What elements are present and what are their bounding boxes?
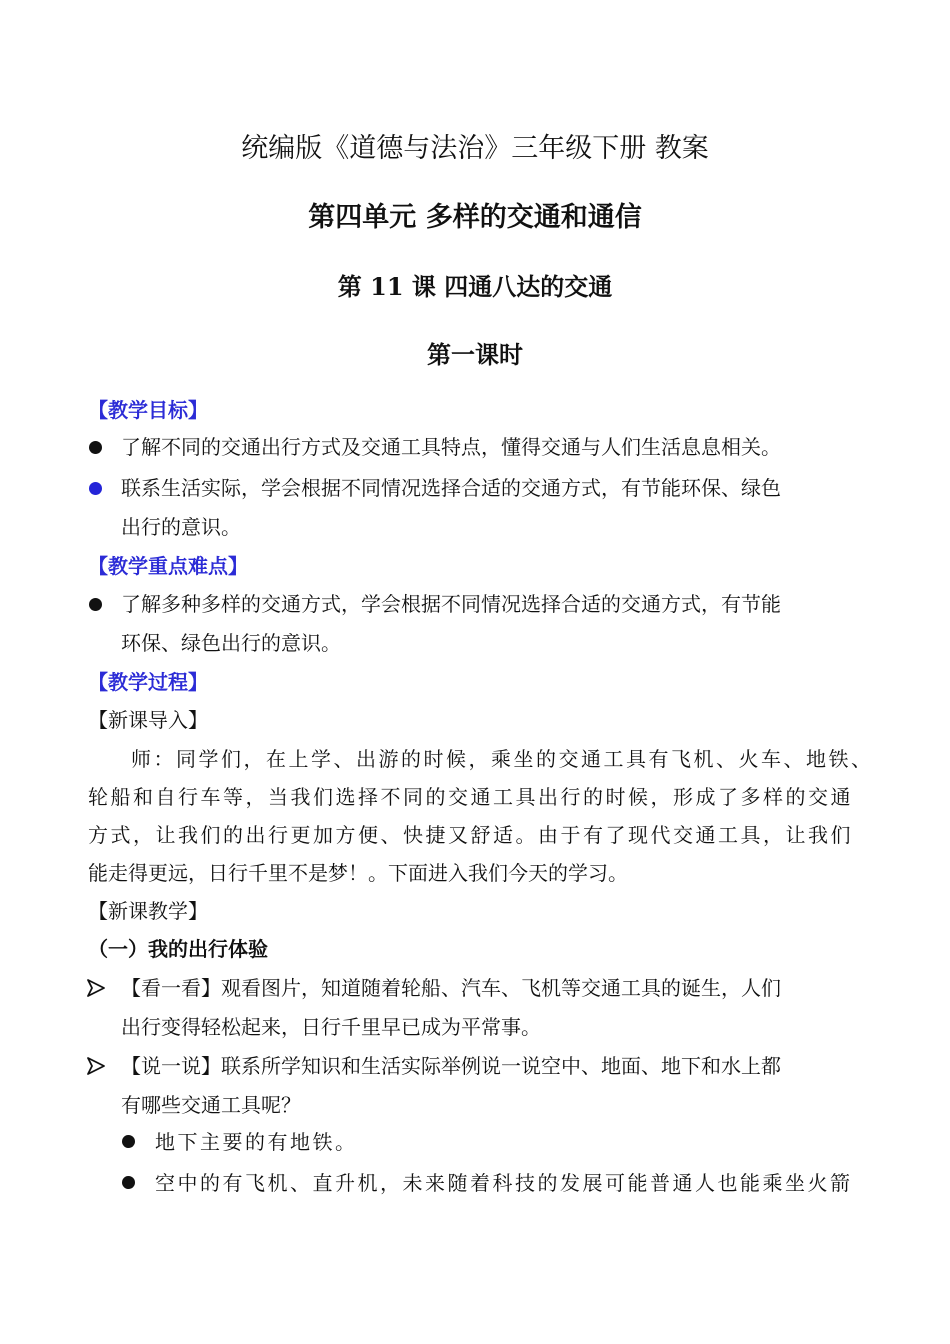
process-heading: 【教学过程】	[88, 670, 208, 694]
arrow-bullet-icon	[86, 1057, 106, 1075]
keypoint-item-1-line-2: 环保、绿色出行的意识。	[121, 631, 341, 655]
intro-paragraph-line-3: 方式，让我们的出行更加方便、快捷又舒适。由于有了现代交通工具，让我们	[88, 823, 853, 847]
bullet-icon	[89, 598, 102, 611]
bullet-icon	[122, 1135, 135, 1148]
arrow-bullet-icon	[86, 979, 106, 997]
bullet-icon	[122, 1176, 135, 1189]
keypoints-heading: 【教学重点难点】	[88, 554, 248, 578]
objectives-heading: 【教学目标】	[88, 398, 208, 422]
sub-item-1: 地下主要的有地铁。	[155, 1130, 358, 1154]
document-title: 统编版《道德与法治》三年级下册 教案	[241, 133, 709, 164]
sub-item-2: 空中的有飞机、直升机，未来随着科技的发展可能普通人也能乘坐火箭	[155, 1171, 853, 1195]
unit-title: 第四单元 多样的交通和通信	[308, 202, 642, 233]
intro-heading: 【新课导入】	[88, 708, 208, 732]
bullet-icon	[89, 441, 102, 454]
bullet-icon	[89, 482, 102, 495]
say-item-line-1: 【说一说】联系所学知识和生活实际举例说一说空中、地面、地下和水上都	[121, 1054, 781, 1078]
say-item-line-2: 有哪些交通工具呢？	[121, 1093, 301, 1117]
intro-paragraph-line-4: 能走得更远，日行千里不是梦！。下面进入我们今天的学习。	[88, 861, 628, 885]
look-item-line-1: 【看一看】观看图片，知道随着轮船、汽车、飞机等交通工具的诞生，人们	[121, 976, 781, 1000]
lesson-title: 第 11 课 四通八达的交通	[337, 272, 613, 301]
keypoint-item-1-line-1: 了解多种多样的交通方式，学会根据不同情况选择合适的交通方式，有节能	[121, 592, 781, 616]
objective-item-1: 了解不同的交通出行方式及交通工具特点，懂得交通与人们生活息息相关。	[121, 435, 781, 459]
objective-item-2-line-2: 出行的意识。	[121, 515, 241, 539]
period-title: 第一课时	[427, 340, 523, 369]
objective-item-2-line-1: 联系生活实际，学会根据不同情况选择合适的交通方式，有节能环保、绿色	[121, 476, 781, 500]
intro-paragraph-line-1: 师：同学们，在上学、出游的时候，乘坐的交通工具有飞机、火车、地铁、	[131, 747, 874, 771]
teach-heading: 【新课教学】	[88, 899, 208, 923]
intro-paragraph-line-2: 轮船和自行车等，当我们选择不同的交通工具出行的时候，形成了多样的交通	[88, 785, 853, 809]
section-heading-1: （一）我的出行体验	[88, 937, 268, 961]
look-item-line-2: 出行变得轻松起来，日行千里早已成为平常事。	[121, 1015, 541, 1039]
